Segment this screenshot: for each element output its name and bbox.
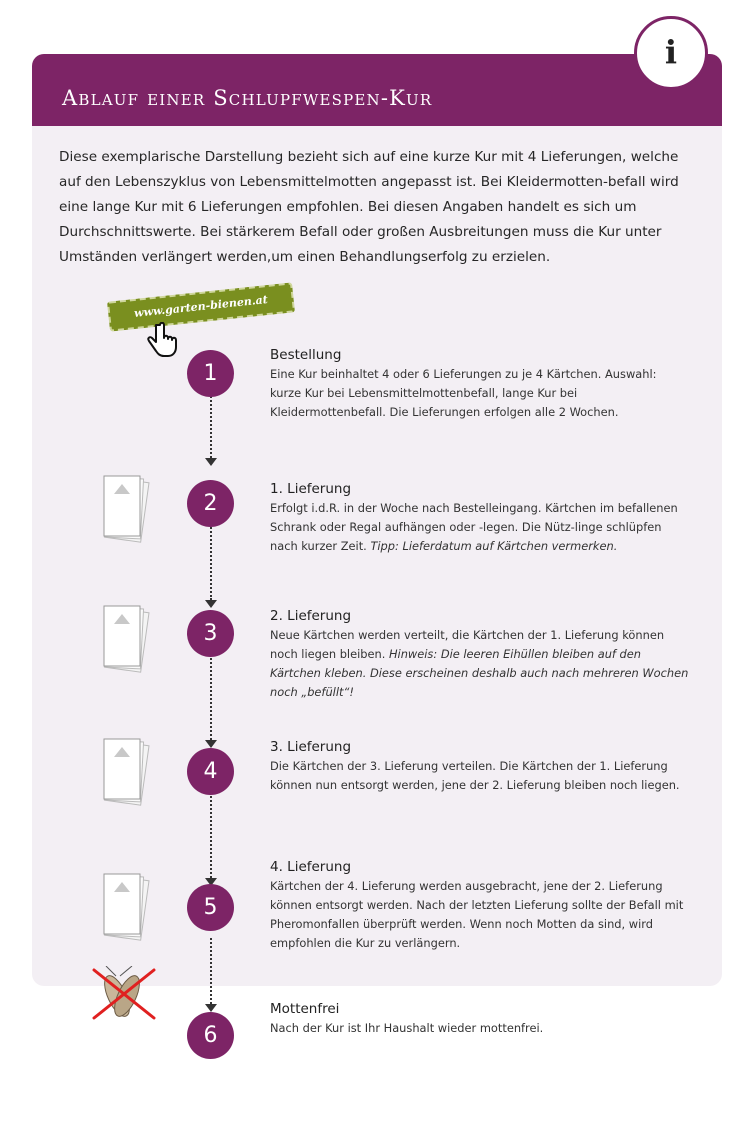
step-body: Nach der Kur ist Ihr Haushalt wieder mottenfrei. (270, 1021, 544, 1035)
step-title: 4. Lieferung (270, 859, 352, 875)
intro-text: Diese exemplarische Darstellung bezieht sich auf eine kurze Kur mit 4 Lieferungen, welche auf den Lebenszyklus von Lebensmittelmotten angepasst ist. Bei Kleidermotten-befall wird eine lange Kur mit 6 Lieferungen empfohlen. Bei diesen Angaben handelt es sich um Durchschnittswerte. Bei stärkerem Befall oder großen Ausbreitungen muss die Kur unter Umständen verlängert werden,um einen Behandlungserfolg zu erzielen. (59, 149, 679, 265)
step-text (270, 480, 690, 556)
step-body: Kärtchen der 4. Lieferung werden ausgebracht, jene der 2. Lieferung können entsorgt werden. Nach der letzten Lieferung sollte der Befall mit Pheromonfallen überprüft werden. Wenn noch Motten da sind, wird empfohlen die Kur zu verlängern. (270, 879, 684, 950)
step-number-circle: 3 (187, 610, 234, 657)
step-number-circle: 1 (187, 350, 234, 397)
connector-arrow (205, 740, 217, 748)
step-title: Bestellung (270, 347, 342, 363)
step-number-circle: 2 (187, 480, 234, 527)
connector-arrow (205, 600, 217, 608)
step-body: Neue Kärtchen werden verteilt, die Kärtchen der 1. Lieferung können noch liegen bleiben. Hinweis: Die leeren Eihüllen bleiben auf den Kärtchen kleben. Diese erscheinen deshalb auch nach mehreren Wochen noch „befüllt“! (270, 628, 689, 699)
step-body: Eine Kur beinhaltet 4 oder 6 Lieferungen zu je 4 Kärtchen. Auswahl: kurze Kur bei Lebensmittelmottenbefall, lange Kur bei Kleidermottenbefall. Die Lieferungen erfolgen alle 2 Wochen. (270, 367, 657, 419)
step-body: Die Kärtchen der 3. Lieferung verteilen. Die Kärtchen der 1. Lieferung können nun entsorgt werden, jene der 2. Lieferung bleiben noch liegen. (270, 759, 680, 792)
pointing-hand-icon (142, 322, 180, 360)
crossed-moth-icon (86, 966, 162, 1022)
step-note: Hinweis: Die leeren Eihüllen bleiben auf den Kärtchen kleben. Diese erscheinen deshalb auch nach mehreren Wochen noch „befüllt“! (270, 647, 689, 699)
page-title: Ablauf einer Schlupfwespen-Kur (62, 86, 433, 110)
wasp-card-icon (100, 733, 150, 807)
step-number-circle: 4 (187, 748, 234, 795)
connector-arrow (205, 1004, 217, 1012)
step-text (270, 607, 690, 702)
connector-arrow (205, 458, 217, 466)
step-text (270, 738, 690, 795)
connector (210, 516, 212, 600)
step-text (270, 346, 690, 422)
step-body: Erfolgt i.d.R. in der Woche nach Bestelleingang. Kärtchen im befallenen Schrank oder Regal aufhängen oder -legen. Die Nütz-linge schlüpfen nach kurzer Zeit. Tipp: Lieferdatum auf Kärtchen vermerken. (270, 501, 678, 553)
step-title: Mottenfrei (270, 1001, 340, 1017)
step-title: 1. Lieferung (270, 481, 352, 497)
step-number-circle: 6 (187, 1012, 234, 1059)
step-text (270, 1000, 690, 1038)
step-number-circle: 5 (187, 884, 234, 931)
header-bar (32, 54, 722, 126)
wasp-card-icon (100, 600, 150, 674)
connector (210, 938, 212, 1004)
wasp-card-icon (100, 868, 150, 942)
wasp-card-icon (100, 470, 150, 544)
step-title: 2. Lieferung (270, 608, 352, 624)
step-note: Tipp: Lieferdatum auf Kärtchen vermerken. (370, 539, 618, 553)
step-title: 3. Lieferung (270, 739, 352, 755)
step-text (270, 858, 690, 953)
info-icon: i (634, 16, 708, 90)
url-tag[interactable]: www.garten-bienen.at (107, 282, 295, 331)
